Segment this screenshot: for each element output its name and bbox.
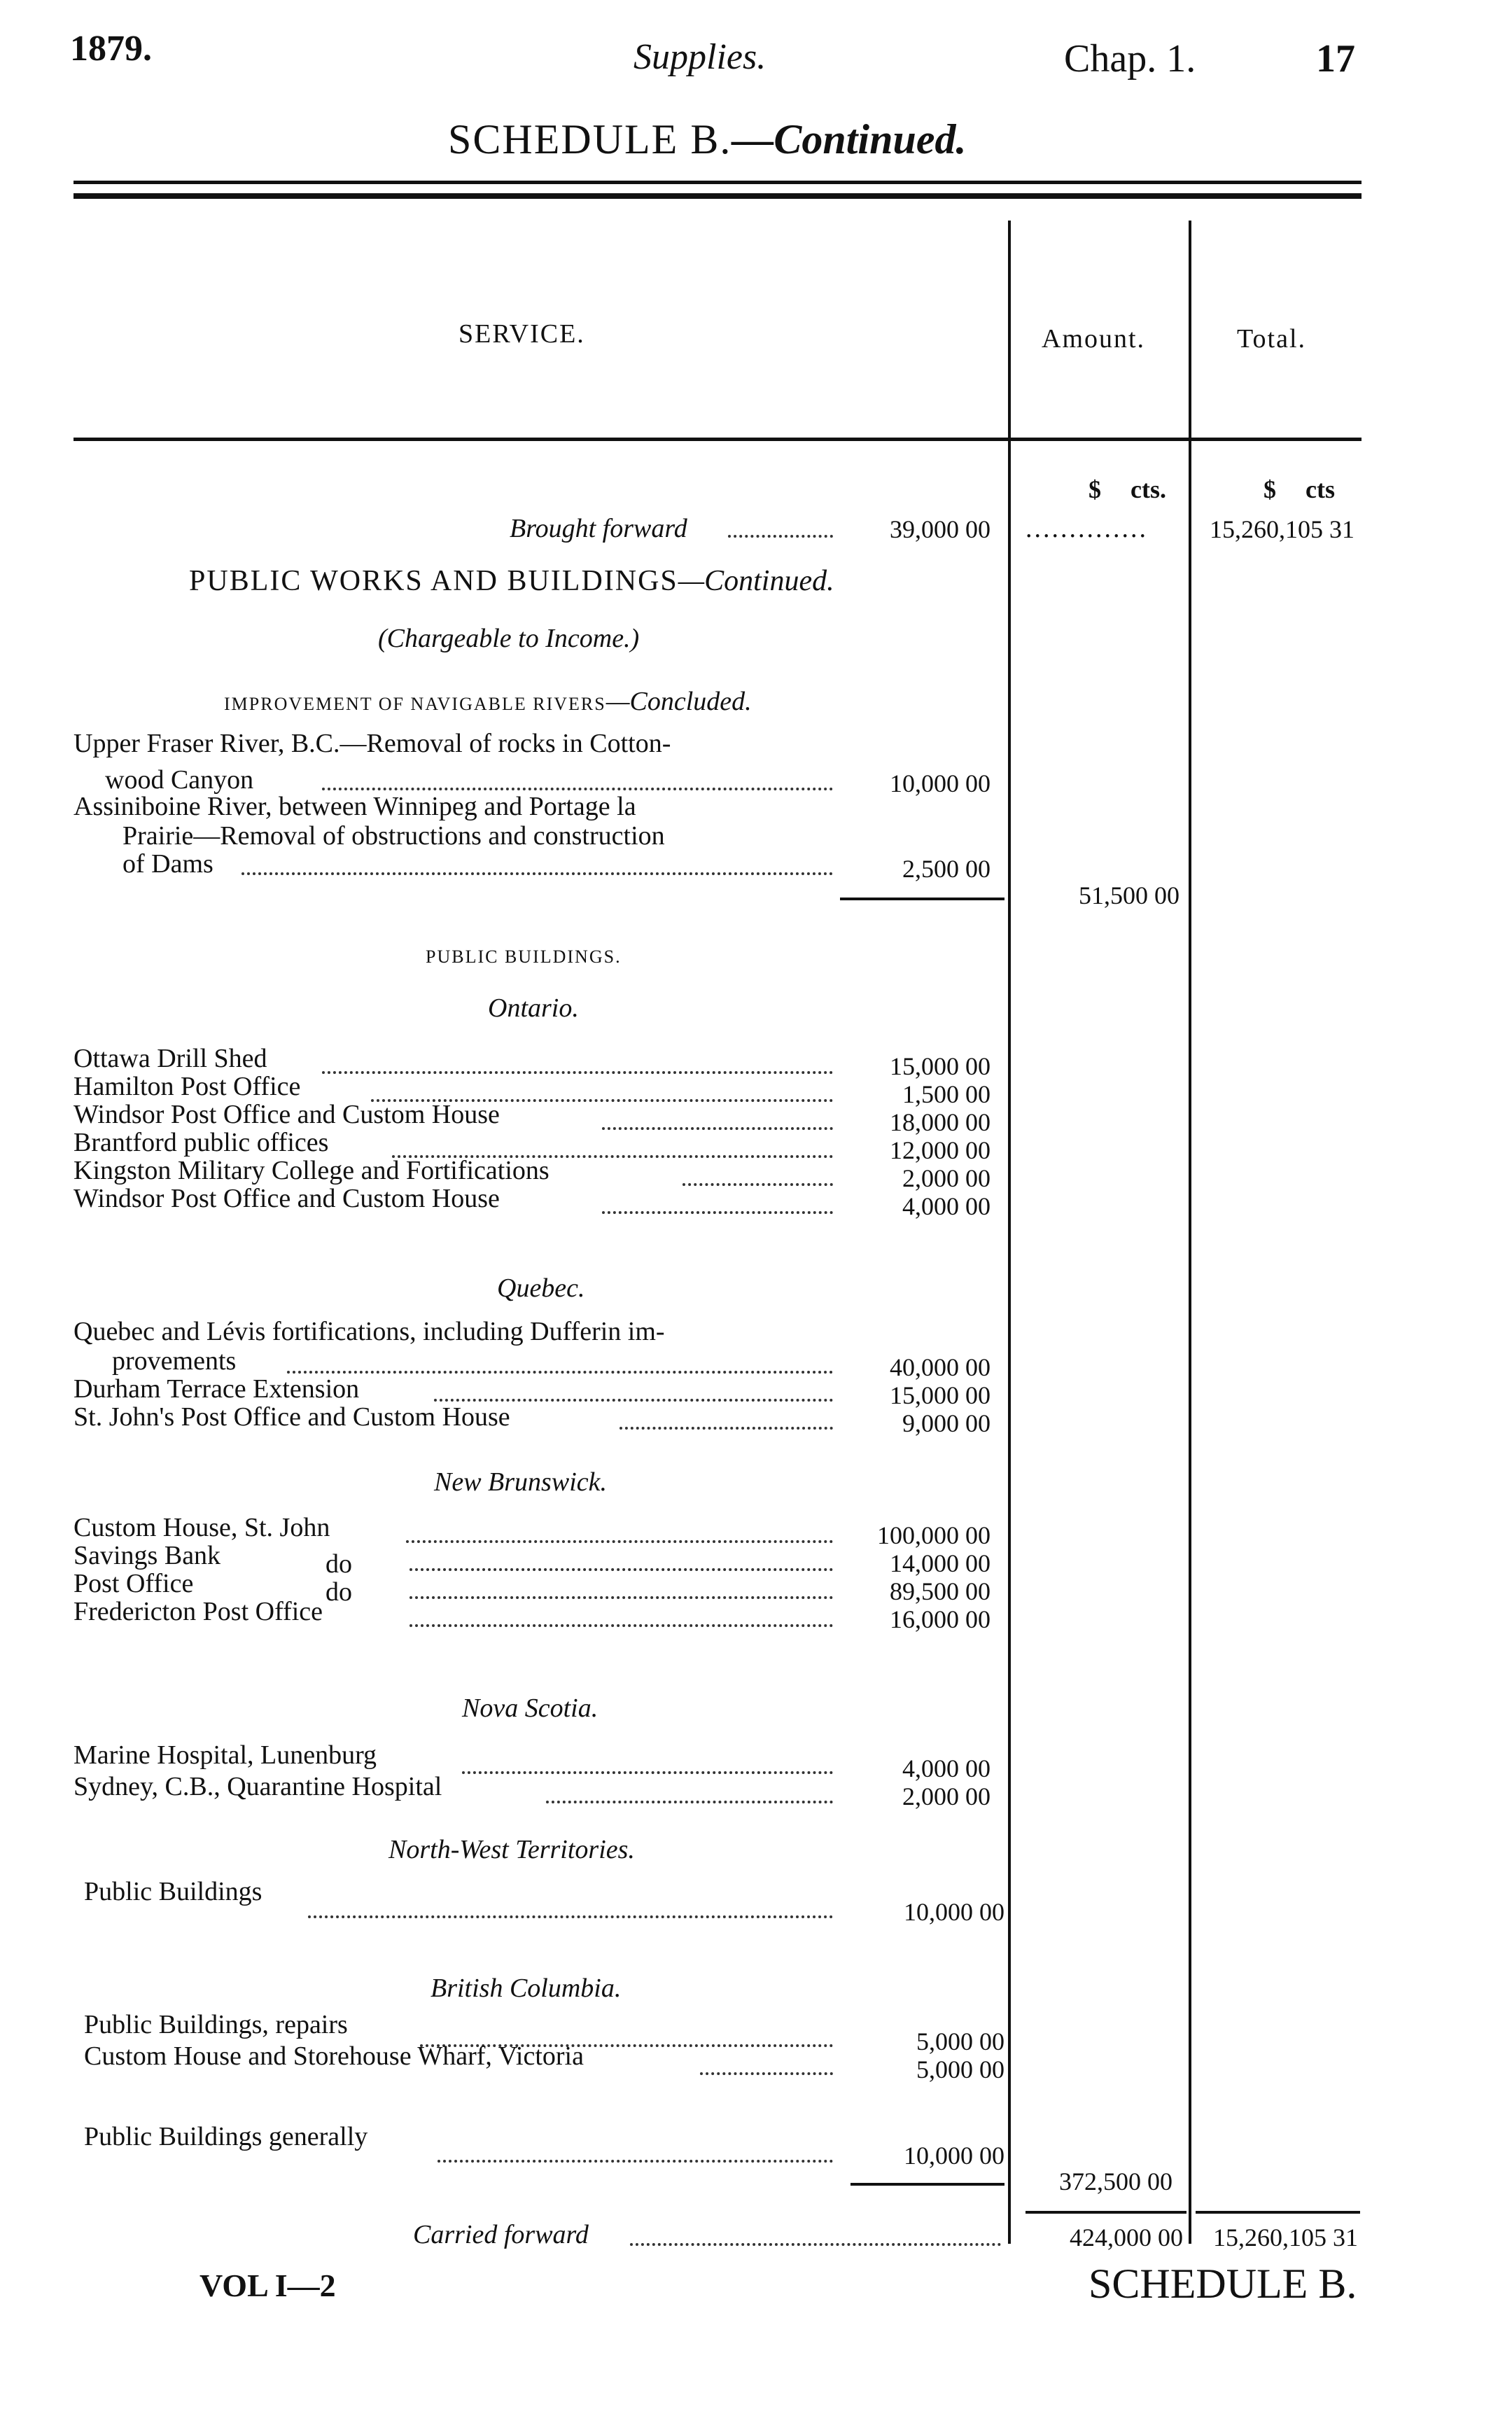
ontario-item-value: 18,000 00 xyxy=(890,1108,990,1136)
province-north-west-territories: North-West Territories. xyxy=(388,1835,635,1864)
title-main: SCHEDULE B. xyxy=(448,116,732,162)
leader-dots xyxy=(410,1568,833,1571)
ontario-item-label: Kingston Military College and Fortifications xyxy=(74,1156,550,1185)
navigable-amount: 51,500 00 xyxy=(1079,881,1180,909)
volume-signature: VOL I—2 xyxy=(200,2268,336,2303)
page-title xyxy=(448,116,966,164)
quebec-item-value: 9,000 00 xyxy=(902,1409,990,1437)
ontario-item-label: Brantford public offices xyxy=(74,1128,329,1157)
nova-scotia-item-label: Sydney, C.B., Quarantine Hospital xyxy=(74,1772,442,1801)
brought-forward-total: 15,260,105 31 xyxy=(1210,515,1354,543)
navigable-item-1-value: 10,000 00 xyxy=(890,769,990,797)
top-double-rule-1 xyxy=(74,181,1362,184)
province-quebec: Quebec. xyxy=(497,1273,585,1303)
ontario-item-value: 15,000 00 xyxy=(890,1052,990,1080)
navigable-rivers-heading-main: IMPROVEMENT OF NAVIGABLE RIVERS xyxy=(224,694,606,714)
new-brunswick-item-value: 89,500 00 xyxy=(890,1577,990,1605)
column-heading-amount: Amount. xyxy=(1042,324,1146,354)
total-column-rule xyxy=(1196,2211,1360,2214)
catchword: SCHEDULE B. xyxy=(1088,2261,1357,2307)
quebec-item-1-value: 40,000 00 xyxy=(890,1353,990,1381)
leader-dots xyxy=(546,1801,833,1803)
navigable-item-1-line-1: Upper Fraser River, B.C.—Removal of rocks in Cotton- xyxy=(74,729,671,758)
carried-forward-total: 15,260,105 31 xyxy=(1213,2223,1358,2251)
leader-dots xyxy=(700,2072,833,2075)
header-bottom-rule xyxy=(74,438,1362,441)
british-columbia-item-value: 5,000 00 xyxy=(916,2027,1004,2055)
navigable-item-2-value: 2,500 00 xyxy=(902,855,990,883)
leader-dots xyxy=(410,1624,833,1627)
leader-dots xyxy=(462,1771,833,1774)
navigable-item-2-line-3: of Dams xyxy=(122,849,214,879)
leader-dots xyxy=(602,1211,833,1214)
quebec-item-label: St. John's Post Office and Custom House xyxy=(74,1402,510,1432)
ontario-item-value: 2,000 00 xyxy=(902,1164,990,1192)
nova-scotia-item-value: 2,000 00 xyxy=(902,1782,990,1810)
section-heading-continued: —Continued. xyxy=(678,565,834,597)
amount-total-rule xyxy=(1026,2211,1186,2214)
leader-dots xyxy=(241,872,833,875)
title-continued: —Continued. xyxy=(732,116,967,162)
column-divider-1 xyxy=(1008,221,1011,2244)
ontario-item-label: Windsor Post Office and Custom House xyxy=(74,1100,500,1129)
province-nova-scotia: Nova Scotia. xyxy=(462,1694,598,1723)
public-buildings-heading: PUBLIC BUILDINGS. xyxy=(426,947,622,967)
generally-value: 10,000 00 xyxy=(904,2142,1004,2170)
ontario-item-value: 4,000 00 xyxy=(902,1192,990,1220)
leader-dots xyxy=(308,1915,833,1918)
amount-dollar-sign: $ xyxy=(1088,475,1101,503)
quebec-item-label: Durham Terrace Extension xyxy=(74,1374,360,1404)
ditto-mark: do xyxy=(326,1577,352,1607)
ditto-mark: do xyxy=(326,1549,352,1579)
new-brunswick-item-label: Fredericton Post Office xyxy=(74,1597,323,1626)
north-west-item-label: Public Buildings xyxy=(84,1877,262,1906)
carried-forward-amount: 424,000 00 xyxy=(1070,2223,1183,2251)
leader-dots xyxy=(322,788,833,790)
generally-label: Public Buildings generally xyxy=(84,2122,368,2151)
section-subheading: (Chargeable to Income.) xyxy=(378,624,640,653)
nova-scotia-item-label: Marine Hospital, Lunenburg xyxy=(74,1740,377,1770)
leader-dots xyxy=(630,2243,1001,2246)
ontario-item-label: Ottawa Drill Shed xyxy=(74,1044,267,1073)
subtotal-rule xyxy=(850,2183,1004,2186)
leader-dots xyxy=(602,1127,833,1130)
new-brunswick-item-value: 14,000 00 xyxy=(890,1549,990,1577)
running-subject: Supplies. xyxy=(634,37,766,77)
north-west-item-value: 10,000 00 xyxy=(904,1898,1004,1926)
ontario-item-label: Hamilton Post Office xyxy=(74,1072,301,1101)
subtotal-rule xyxy=(840,898,1004,900)
leader-dots xyxy=(287,1371,833,1374)
new-brunswick-item-value: 16,000 00 xyxy=(890,1605,990,1633)
chapter-number: Chap. 1. xyxy=(1064,37,1196,81)
british-columbia-item-label: Custom House and Storehouse Wharf, Victoria xyxy=(84,2041,584,2071)
brought-forward-label: Brought forward xyxy=(510,514,687,543)
carried-forward-label: Carried forward xyxy=(413,2220,589,2249)
leader-dots xyxy=(322,1071,833,1074)
top-double-rule-2 xyxy=(74,193,1362,199)
province-ontario: Ontario. xyxy=(488,993,579,1023)
new-brunswick-item-label: Savings Bank xyxy=(74,1541,221,1570)
leader-dots xyxy=(410,1596,833,1599)
new-brunswick-item-label: Post Office xyxy=(74,1569,194,1598)
leader-dots xyxy=(438,2160,833,2163)
british-columbia-item-label: Public Buildings, repairs xyxy=(84,2010,348,2039)
quebec-item-1-line-1: Quebec and Lévis fortifications, including Dufferin im- xyxy=(74,1317,665,1346)
section-heading-main: PUBLIC WORKS AND BUILDINGS xyxy=(189,565,678,597)
year: 1879. xyxy=(70,29,152,69)
column-divider-2 xyxy=(1189,221,1191,2244)
section-heading xyxy=(189,564,834,598)
total-dollar-sign: $ xyxy=(1264,475,1276,503)
column-heading-total: Total. xyxy=(1237,324,1307,354)
navigable-rivers-heading xyxy=(224,686,752,717)
navigable-item-2-line-1: Assiniboine River, between Winnipeg and Portage la xyxy=(74,792,636,821)
quebec-item-1-line-2: provements xyxy=(112,1346,237,1376)
ontario-item-label: Windsor Post Office and Custom House xyxy=(74,1184,500,1213)
total-cents-unit: cts xyxy=(1306,475,1335,503)
ontario-item-value: 12,000 00 xyxy=(890,1136,990,1164)
leader-dots xyxy=(682,1183,833,1186)
ontario-item-value: 1,500 00 xyxy=(902,1080,990,1108)
navigable-rivers-heading-tail: —Concluded. xyxy=(606,687,752,716)
page-number: 17 xyxy=(1316,37,1355,81)
british-columbia-item-value: 5,000 00 xyxy=(916,2055,1004,2083)
column-heading-service: SERVICE. xyxy=(458,319,585,349)
nova-scotia-item-value: 4,000 00 xyxy=(902,1754,990,1782)
leader-dots xyxy=(728,535,833,538)
province-new-brunswick: New Brunswick. xyxy=(434,1467,607,1497)
brought-forward-sub: 39,000 00 xyxy=(890,515,990,543)
quebec-item-value: 15,000 00 xyxy=(890,1381,990,1409)
public-buildings-amount: 372,500 00 xyxy=(1059,2167,1172,2195)
leader-dots xyxy=(406,1540,833,1543)
province-british-columbia: British Columbia. xyxy=(430,1974,622,2003)
navigable-item-2-line-2: Prairie—Removal of obstructions and construction xyxy=(122,821,665,851)
new-brunswick-item-value: 100,000 00 xyxy=(877,1521,990,1549)
brought-forward-amount: .............. xyxy=(1026,514,1148,543)
leader-dots xyxy=(620,1427,833,1430)
new-brunswick-item-label: Custom House, St. John xyxy=(74,1513,330,1542)
amount-cents-unit: cts. xyxy=(1130,475,1166,503)
navigable-item-1-line-2: wood Canyon xyxy=(105,765,254,795)
